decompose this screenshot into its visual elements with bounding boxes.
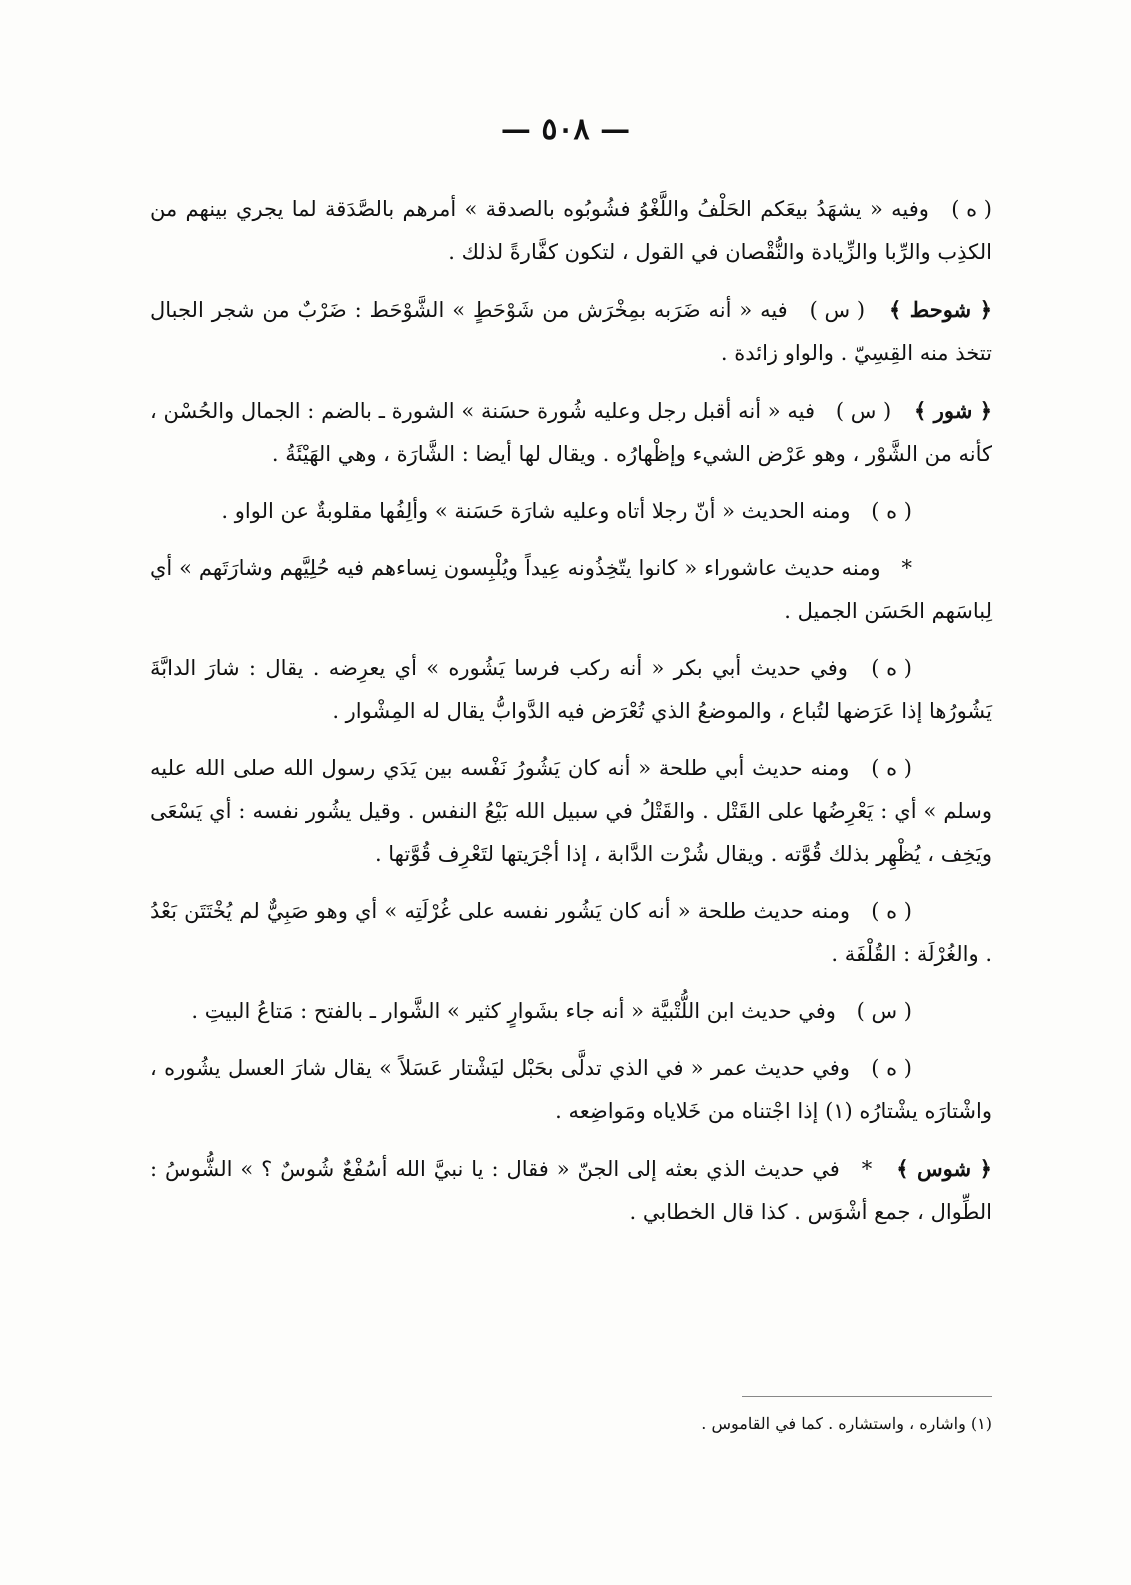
body-text bbox=[150, 188, 992, 1248]
paragraph-text: وفي حديث عمر « في الذي تدلَّى بحَبْل ليَشْتار عَسَلاً » يقال شارَ العسل يشُوره ، واشْتارَه يشْتارُه (١) إذا اجْتناه من خَلاياه ومَواضِعه . bbox=[150, 1056, 992, 1123]
entry-paragraph bbox=[150, 747, 992, 876]
paragraph-text: في حديث الذي بعثه إلى الجنّ « فقال : يا نبيَّ الله أسُفْعٌ شُوسٌ ؟ » الشُّوسُ : الطِّوال ، جمع أشْوَس . كذا قال الخطابي . bbox=[150, 1157, 992, 1224]
paragraph-text: وفيه « يشهَدُ بيعَكم الحَلْفُ واللَّغْوُ فشُوبُوه بالصدقة » أمرهم بالصَّدَقة لما يجري بينهم من الكذِب والرِّبا والزِّيادة والنُّقْصان في القول ، لتكون كفَّارةً لذلك . bbox=[150, 197, 992, 264]
entry-paragraph bbox=[150, 647, 992, 733]
source-marker: ( ه ) bbox=[871, 756, 912, 780]
footnote-divider bbox=[742, 1396, 992, 1397]
entry-paragraph bbox=[150, 389, 992, 476]
entry-paragraph bbox=[150, 547, 992, 633]
entry-paragraph bbox=[150, 288, 992, 375]
paragraph-text: ومنه حديث عاشوراء « كانوا يتّخِذُونه عِيداً ويُلْبِسون نِساءهم فيه حُلِيَّهم وشارَتَهم » أي لِباسَهم الحَسَن الجميل . bbox=[150, 556, 992, 623]
entry-heading: ﴿ شوحط ﴾ bbox=[888, 297, 992, 322]
source-marker: ( ه ) bbox=[871, 1056, 912, 1080]
source-marker: ( س ) bbox=[809, 298, 866, 322]
paragraph-text: وفي حديث ابن اللُّتْبيَّة « أنه جاء بشَوارٍ كثير » الشَّوار ـ بالفتح : مَتاعُ البيتِ . bbox=[191, 999, 836, 1023]
entry-heading: ﴿ شور ﴾ bbox=[914, 398, 992, 423]
source-marker: ( س ) bbox=[835, 399, 892, 423]
paragraph-text: ومنه حديث طلحة « أنه كان يَشُور نفسه على غُرْلَتِه » أي وهو صَبِيٌّ لم يُخْتَتَن بَعْدُ . والغُرْلَة : القُلْفَة . bbox=[150, 899, 992, 966]
paragraph-text: فيه « أنه أقبل رجل وعليه شُورة حسَنة » الشورة ـ بالضم : الجمال والحُسْن ، كأنه من الشَّوْر ، وهو عَرْض الشيء وإظْهارُه . ويقال لها أيضا : الشَّارَة ، وهي الهَيْئَةُ . bbox=[150, 399, 992, 466]
source-marker: ( س ) bbox=[856, 999, 912, 1023]
source-marker: ( ه ) bbox=[951, 197, 992, 221]
paragraph-text: وفي حديث أبي بكر « أنه ركب فرسا يَشُوره » أي يعرِضه . يقال : شارَ الدابَّةَ يَشُورُها إذا عَرَضها لتُباع ، والموضعُ الذي تُعْرَض فيه الدَّوابُّ يقال له المِشْوار . bbox=[150, 656, 992, 723]
entry-paragraph bbox=[150, 990, 992, 1033]
entry-paragraph bbox=[150, 890, 992, 976]
page-number: — ٥٠٨ — bbox=[500, 112, 631, 147]
entry-paragraph bbox=[150, 490, 992, 533]
footnote: (١) واشاره ، واستشاره . كما في القاموس . bbox=[701, 1414, 992, 1433]
source-marker: * bbox=[901, 556, 912, 580]
entry-heading: ﴿ شوس ﴾ bbox=[896, 1156, 992, 1181]
entry-paragraph bbox=[150, 188, 992, 274]
source-marker: ( ه ) bbox=[871, 899, 912, 923]
source-marker: * bbox=[861, 1157, 873, 1181]
source-marker: ( ه ) bbox=[871, 656, 912, 680]
entry-paragraph bbox=[150, 1147, 992, 1234]
paragraph-text: ومنه الحديث « أنّ رجلا أتاه وعليه شارَة حَسَنة » وألِفُها مقلوبةٌ عن الواو . bbox=[221, 499, 851, 523]
source-marker: ( ه ) bbox=[871, 499, 912, 523]
paragraph-text: ومنه حديث أبي طلحة « أنه كان يَشُورُ نَفْسه بين يَدَي رسول الله صلى الله عليه وسلم » أي : يَعْرِضُها على القَتْل . والقَتْلُ في سبيل الله بَيْعُ النفس . وقيل يشُور نفسه : أي يَسْعَى ويَخِف ، يُظْهِر بذلك قُوَّته . ويقال شُرْت الدَّابة ، إذا أجْرَيتها لتَعْرِف قُوَّتها . bbox=[150, 756, 992, 866]
paragraph-text: فيه « أنه ضَرَبه بمِخْرَش من شَوْحَطٍ » الشَّوْحَط : ضَرْبٌ من شجر الجبال تتخذ منه القِسِيّ . والواو زائدة . bbox=[150, 298, 992, 365]
entry-paragraph bbox=[150, 1047, 992, 1133]
